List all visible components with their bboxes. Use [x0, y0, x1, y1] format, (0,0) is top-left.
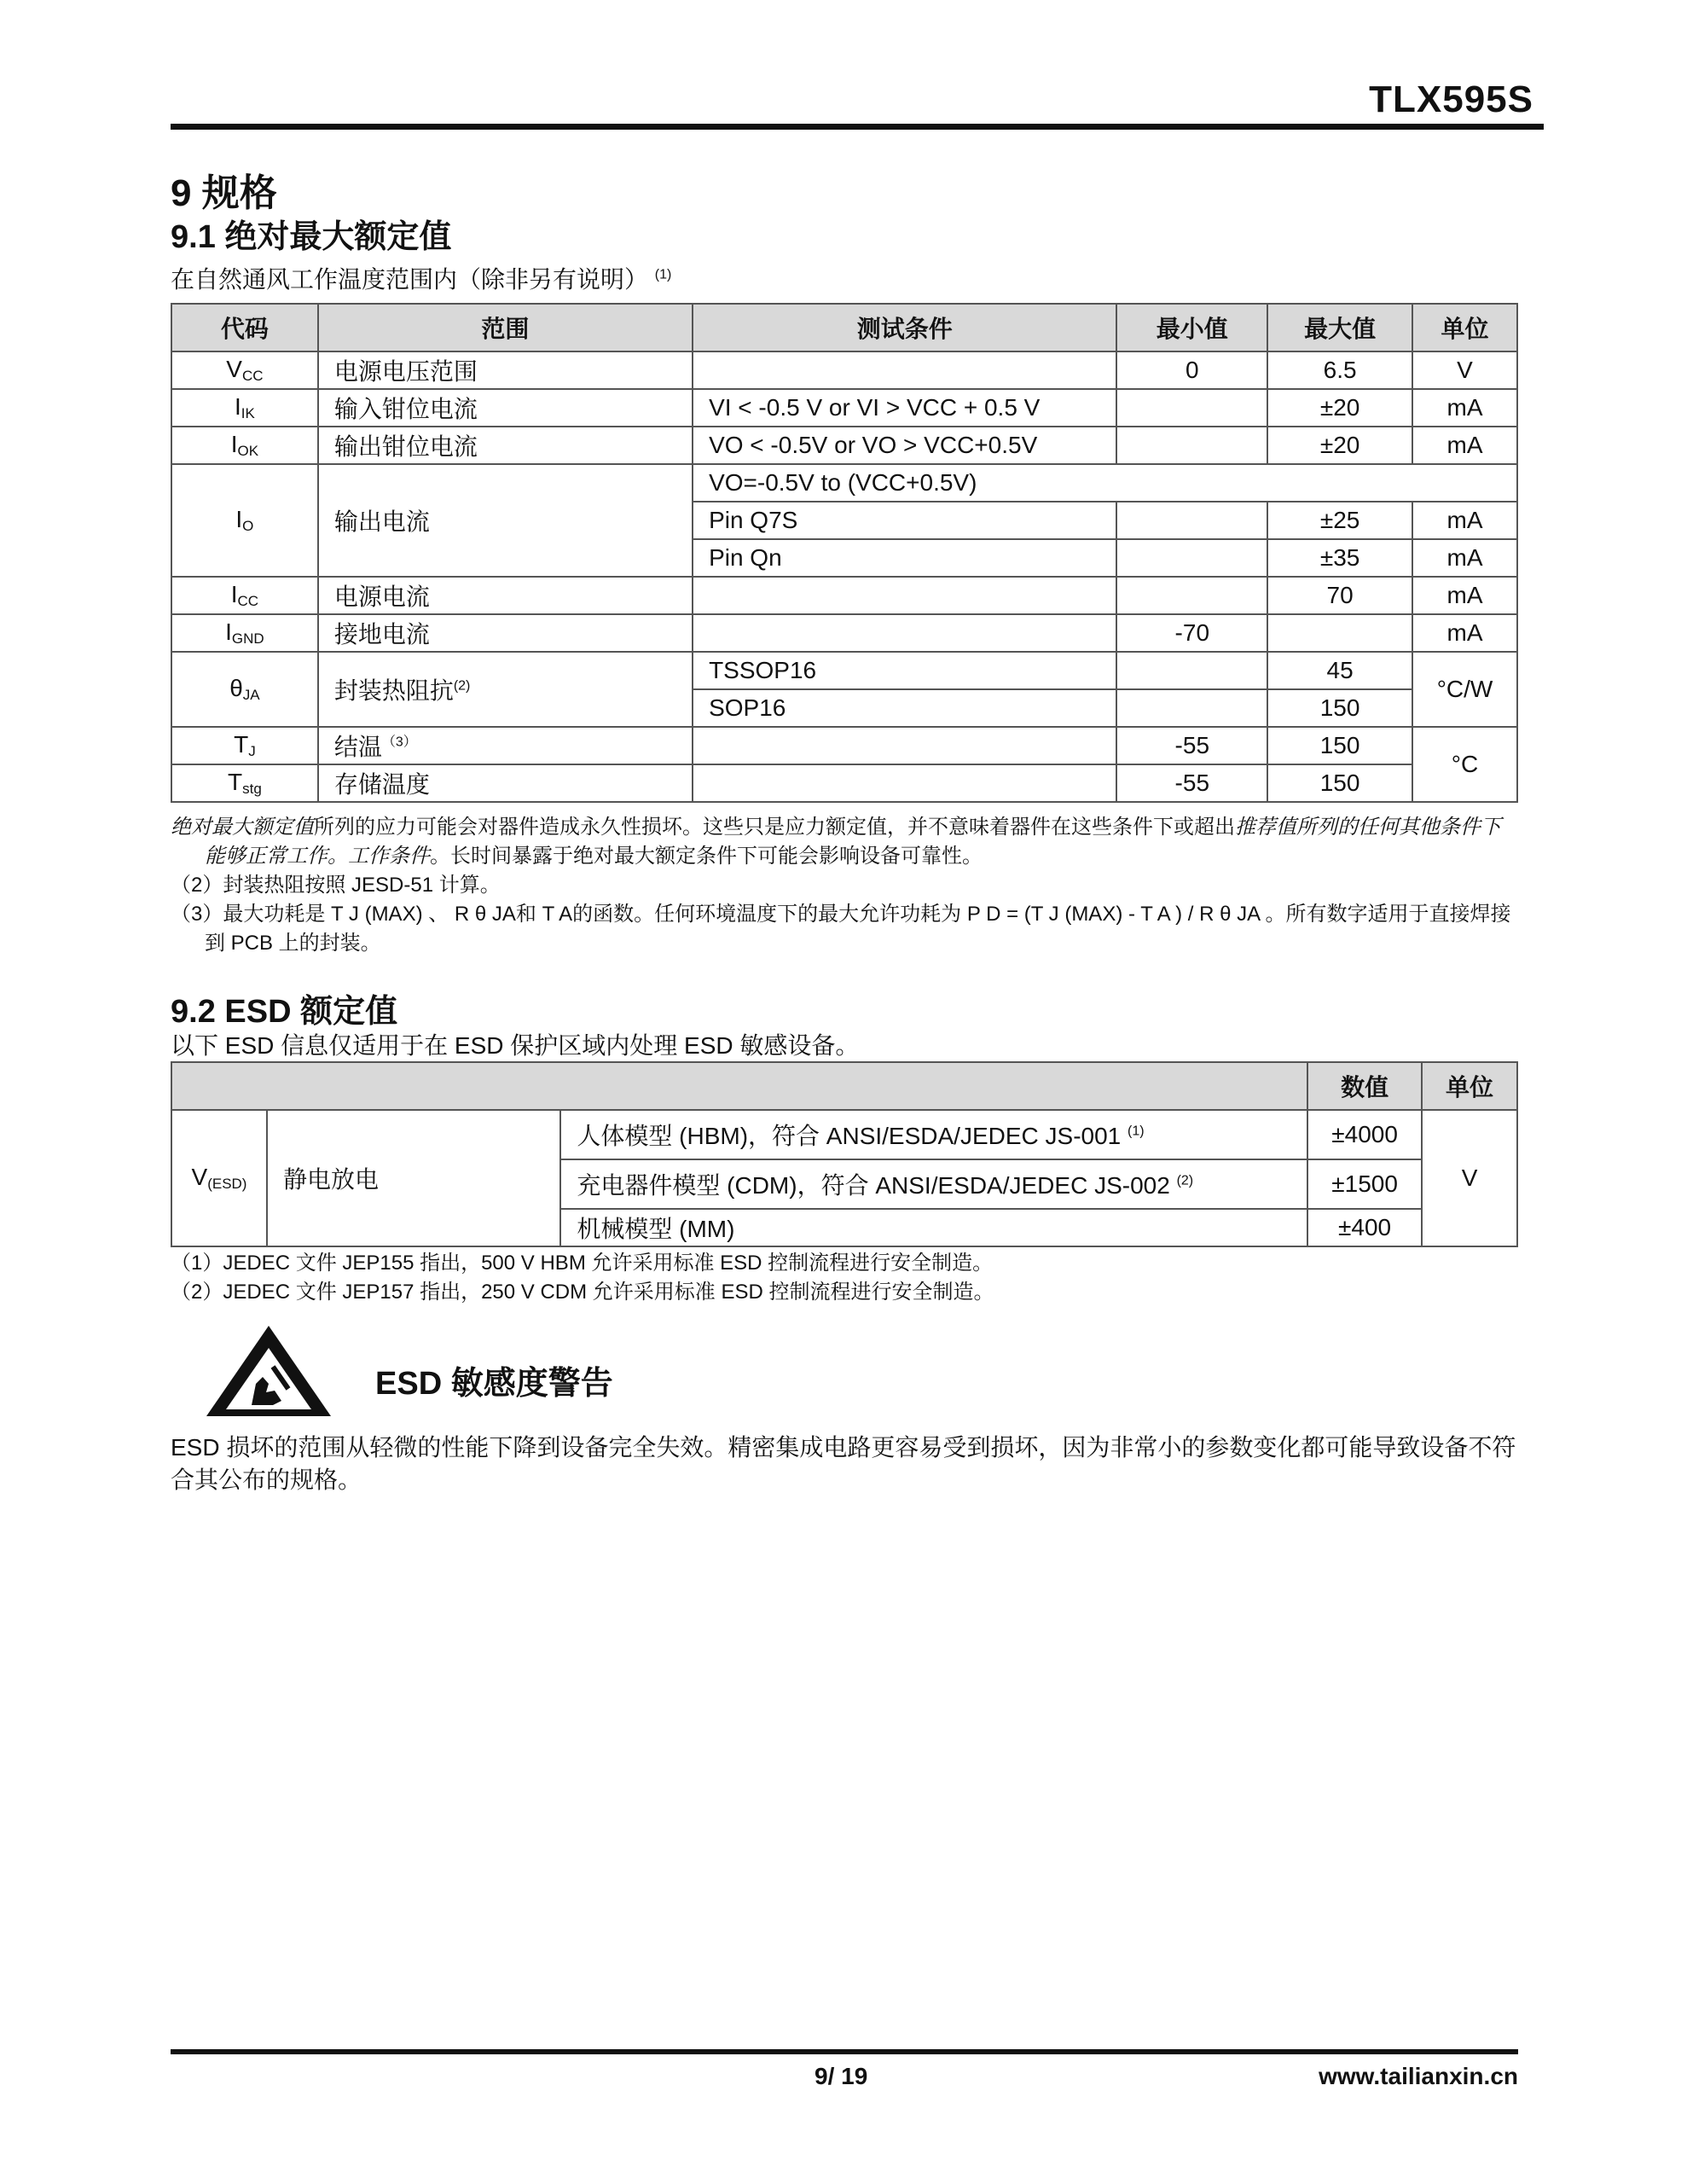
esd-warning-icon: [205, 1324, 333, 1418]
symbol: $I_{IK}$: [171, 389, 318, 427]
symbol: $I_{OK}$: [171, 427, 318, 464]
unit: mA: [1412, 539, 1517, 577]
table-row: [171, 764, 1517, 802]
max: 45: [1267, 652, 1412, 689]
col-cond: 测试条件: [693, 304, 1116, 351]
param: 输入钳位电流: [318, 389, 693, 427]
max: [1267, 614, 1412, 652]
esd-table: [171, 1061, 1518, 1247]
footer-rule: [171, 2049, 1518, 2054]
table-header-row: [171, 1062, 1517, 1110]
esd-warning-title: ESD 敏感度警告: [375, 1366, 613, 1402]
symbol: $I_O$: [171, 464, 318, 577]
unit: °C/W: [1412, 652, 1517, 727]
header-rule: [171, 124, 1544, 130]
unit: mA: [1412, 427, 1517, 464]
intro-9-2: 以下 ESD 信息仅适用于在 ESD 保护区域内处理 ESD 敏感设备。: [171, 1032, 860, 1059]
symbol: $I_{CC}$: [171, 577, 318, 614]
symbol: $V_{(ESD)}$: [171, 1110, 267, 1246]
subsection-title-9-2: 9.2 ESD 额定值: [171, 994, 398, 1030]
symbol: $I_{GND}$: [171, 614, 318, 652]
table-row: [171, 614, 1517, 652]
notes-9-2: [171, 1249, 1518, 1307]
col-unit: 单位: [1412, 304, 1517, 351]
max: 150: [1267, 689, 1412, 727]
condition: [693, 764, 1116, 802]
unit: mA: [1412, 502, 1517, 539]
min: 0: [1116, 351, 1267, 389]
value: ±1500: [1307, 1159, 1422, 1209]
note-3: （3）最大功耗是 T J (MAX) 、 R θ JA和 T A的函数。任何环境温度下的最大允许功耗为 P D = (T J (MAX) - T A ) / R θ JA 。所有数字适用于直接焊接到 PCB 上的封装。: [171, 903, 1511, 955]
condition: VI < -0.5 V or VI > VCC + 0.5 V: [693, 389, 1116, 427]
min: [1116, 539, 1267, 577]
table-row: [171, 389, 1517, 427]
condition: VO < -0.5V or VO > VCC+0.5V: [693, 427, 1116, 464]
table-row: [171, 351, 1517, 389]
note-1: 绝对最大额定值所列的应力可能会对器件造成永久性损坏。这些只是应力额定值，并不意味着器件在这些条件下或超出推荐值所列的任何其他条件下能够正常工作。工作条件。长时间暴露于绝对最大额定条件下可能会影响设备可靠性。: [171, 816, 1501, 868]
min: [1116, 427, 1267, 464]
section-title: 9 规格: [171, 172, 277, 214]
max: 150: [1267, 727, 1412, 764]
unit: V: [1412, 351, 1517, 389]
table-row: [171, 652, 1517, 689]
condition: 人体模型 (HBM)，符合 ANSI/ESDA/JEDEC JS-001 $^{(1)}$: [560, 1110, 1307, 1159]
symbol: $\theta_{JA}$: [171, 652, 318, 727]
unit: mA: [1412, 577, 1517, 614]
param: 接地电流: [318, 614, 693, 652]
max: ±25: [1267, 502, 1412, 539]
unit: mA: [1412, 389, 1517, 427]
website-url: www.tailianxin.cn: [1319, 2063, 1518, 2089]
min: [1116, 652, 1267, 689]
table-row: [171, 1110, 1517, 1159]
param: 输出钳位电流: [318, 427, 693, 464]
condition: [693, 351, 1116, 389]
max: ±35: [1267, 539, 1412, 577]
notes-9-1: [171, 813, 1518, 958]
col-unit: 单位: [1422, 1062, 1517, 1110]
table-header-row: [171, 304, 1517, 351]
table-row: [171, 464, 1517, 502]
table-row: [171, 427, 1517, 464]
symbol: $T_{stg}$: [171, 764, 318, 802]
param: 电源电流: [318, 577, 693, 614]
table-row: [171, 727, 1517, 764]
condition: SOP16: [693, 689, 1116, 727]
min: -55: [1116, 764, 1267, 802]
intro-9-1: 在自然通风工作温度范围内（除非另有说明） $^{(1)}$: [171, 266, 672, 293]
condition: 机械模型 (MM): [560, 1209, 1307, 1246]
part-number: TLX595S: [1369, 78, 1533, 120]
note-2: （2）JEDEC 文件 JEP157 指出，250 V CDM 允许采用标准 ESD 控制流程进行安全制造。: [171, 1281, 994, 1304]
unit: mA: [1412, 614, 1517, 652]
max: ±20: [1267, 389, 1412, 427]
page-number: 9/ 19: [815, 2063, 868, 2089]
symbol: $T_J$: [171, 727, 318, 764]
condition: TSSOP16: [693, 652, 1116, 689]
col-range: 范围: [318, 304, 693, 351]
table-row: [171, 577, 1517, 614]
condition: Pin Q7S: [693, 502, 1116, 539]
max: 150: [1267, 764, 1412, 802]
col-min: 最小值: [1116, 304, 1267, 351]
param: 存储温度: [318, 764, 693, 802]
max: ±20: [1267, 427, 1412, 464]
param: 结温$^{(3)}$: [318, 727, 693, 764]
note-2: （2）封装热阻按照 JESD-51 计算。: [171, 874, 501, 897]
condition: VO=-0.5V to (VCC+0.5V): [693, 464, 1517, 502]
col-code: 代码: [171, 304, 318, 351]
esd-warning-body: ESD 损坏的范围从轻微的性能下降到设备完全失效。精密集成电路更容易受到损坏，因为非常小的参数变化都可能导致设备不符合其公布的规格。: [171, 1434, 1516, 1493]
condition: [693, 614, 1116, 652]
col-value: 数值: [1307, 1062, 1422, 1110]
value: ±400: [1307, 1209, 1422, 1246]
min: [1116, 689, 1267, 727]
condition: Pin Qn: [693, 539, 1116, 577]
unit: °C: [1412, 727, 1517, 802]
min: -55: [1116, 727, 1267, 764]
param: 电源电压范围: [318, 351, 693, 389]
symbol: $V_{CC}$: [171, 351, 318, 389]
unit: V: [1422, 1110, 1517, 1246]
max: 70: [1267, 577, 1412, 614]
condition: 充电器件模型 (CDM)，符合 ANSI/ESDA/JEDEC JS-002 $^{(2)}$: [560, 1159, 1307, 1209]
param: 封装热阻抗$^{(2)}$: [318, 652, 693, 727]
condition: [693, 577, 1116, 614]
min: -70: [1116, 614, 1267, 652]
min: [1116, 389, 1267, 427]
abs-max-table: [171, 303, 1518, 803]
condition: [693, 727, 1116, 764]
min: [1116, 577, 1267, 614]
note-1: （1）JEDEC 文件 JEP155 指出，500 V HBM 允许采用标准 ESD 控制流程进行安全制造。: [171, 1252, 994, 1275]
subsection-title-9-1: 9.1 绝对最大额定值: [171, 219, 452, 255]
col-max: 最大值: [1267, 304, 1412, 351]
param: 静电放电: [267, 1110, 560, 1246]
min: [1116, 502, 1267, 539]
param: 输出电流: [318, 464, 693, 577]
max: 6.5: [1267, 351, 1412, 389]
value: ±4000: [1307, 1110, 1422, 1159]
blank-header: [171, 1062, 1307, 1110]
